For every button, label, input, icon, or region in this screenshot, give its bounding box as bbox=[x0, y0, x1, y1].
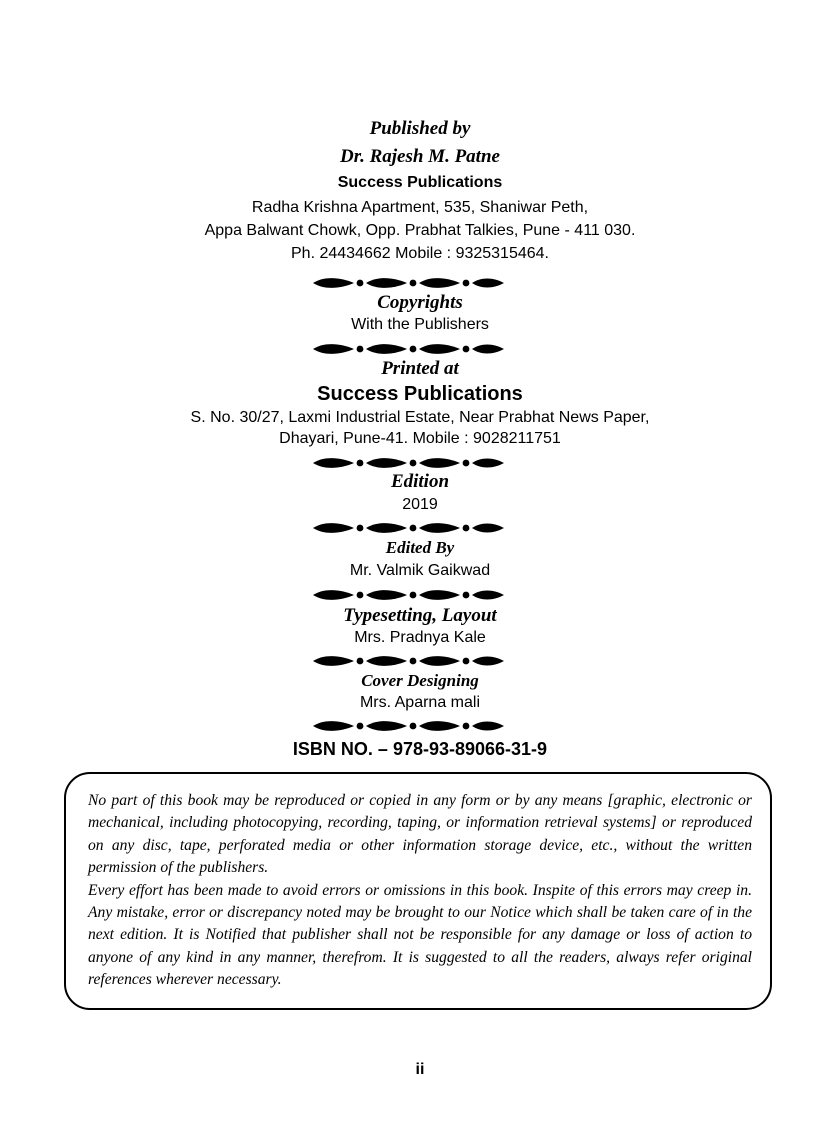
publisher-company: Success Publications bbox=[337, 174, 503, 191]
edition-value: 2019 bbox=[402, 496, 438, 513]
printer-address-line-2: Dhayari, Pune-41. Mobile : 9028211751 bbox=[279, 430, 561, 447]
published-by-heading: Published by bbox=[369, 118, 471, 139]
edition-heading: Edition bbox=[390, 471, 450, 492]
ornament-divider bbox=[310, 718, 510, 734]
publisher-phone: Ph. 24434662 Mobile : 9325315464. bbox=[291, 245, 549, 262]
cover-designing-heading: Cover Designing bbox=[361, 671, 479, 690]
page-number: ii bbox=[415, 1061, 425, 1078]
publisher-name: Dr. Rajesh M. Patne bbox=[340, 146, 500, 167]
publisher-address-line-2: Appa Balwant Chowk, Opp. Prabhat Talkies, Pune - 411 030. bbox=[204, 222, 636, 239]
edited-by-value: Mr. Valmik Gaikwad bbox=[349, 562, 491, 579]
copyrights-heading: Copyrights bbox=[377, 292, 463, 313]
publisher-address-line-1: Radha Krishna Apartment, 535, Shaniwar Peth, bbox=[251, 199, 589, 216]
ornament-divider bbox=[310, 341, 510, 357]
copyrights-value: With the Publishers bbox=[351, 316, 489, 333]
ornament-divider bbox=[310, 587, 510, 603]
ornament-divider bbox=[310, 455, 510, 471]
ornament-divider bbox=[310, 520, 510, 536]
cover-designing-value: Mrs. Aparna mali bbox=[359, 694, 481, 711]
copyright-notice bbox=[88, 790, 752, 992]
typesetting-heading: Typesetting, Layout bbox=[343, 605, 497, 626]
printed-at-heading: Printed at bbox=[381, 358, 459, 379]
edited-by-heading: Edited By bbox=[385, 538, 455, 557]
notice-paragraph-errors: Every effort has been made to avoid errors or omissions in this book. Inspite of this errors may creep in. Any mistake, error or discrepancy noted may be brought to our Notice which shall be taken care of in the next edition. It is Notified that publisher shall not be responsible for any damage or loss of action to anyone of any kind in any manner, therefrom. It is suggested to all the readers, always refer original references wherever necessary. bbox=[88, 881, 752, 989]
isbn-number: ISBN NO. – 978-93-89066-31-9 bbox=[292, 739, 548, 759]
ornament-divider bbox=[310, 653, 510, 669]
ornament-divider bbox=[310, 275, 510, 291]
printer-address-line-1: S. No. 30/27, Laxmi Industrial Estate, Near Prabhat News Paper, bbox=[190, 409, 650, 426]
notice-paragraph-reproduction: No part of this book may be reproduced or copied in any form or by any means [graphic, electronic or mechanical, including photocopying, recording, taping, or information retrieval systems] or reproduced on any disc, tape, perforated media or other information storage device, etc., without the written permission of the publishers. bbox=[88, 792, 752, 877]
printer-name: Success Publications bbox=[317, 383, 523, 405]
typesetting-value: Mrs. Pradnya Kale bbox=[354, 629, 486, 646]
